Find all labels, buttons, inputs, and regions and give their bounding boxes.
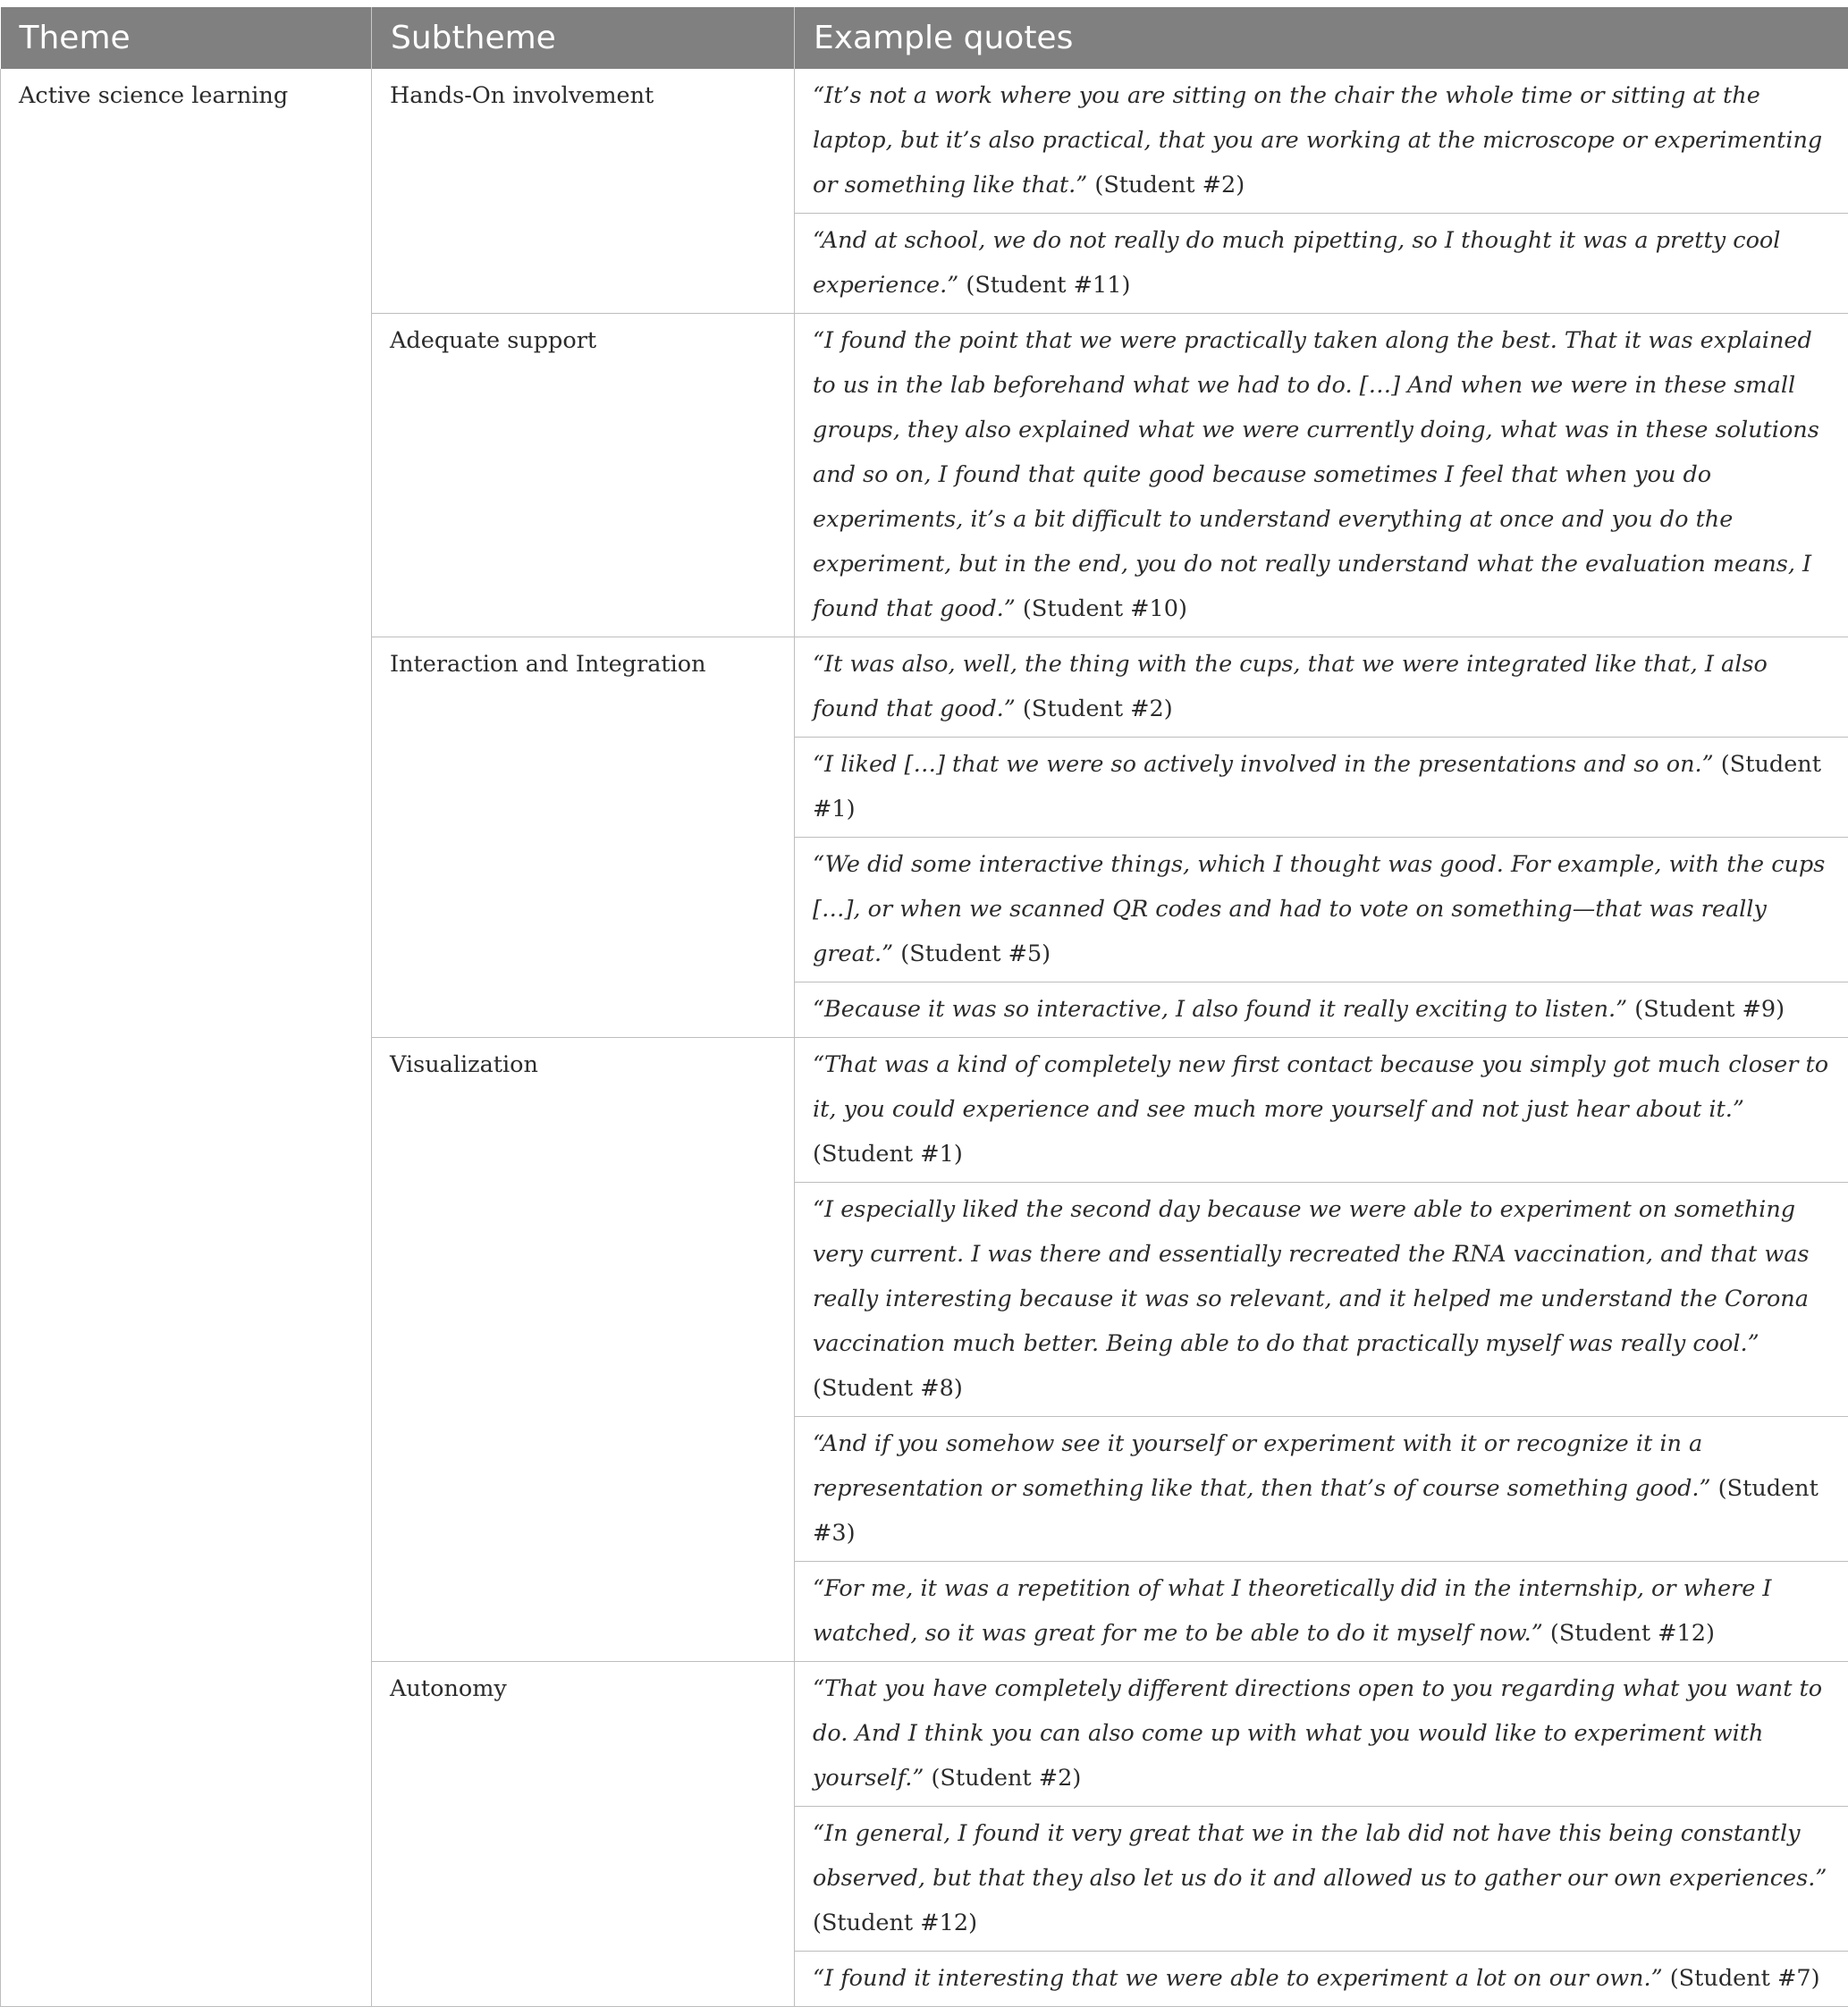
quote-cell	[795, 1807, 1848, 1952]
quote-cell	[795, 314, 1848, 637]
quote-cell	[795, 1038, 1848, 1183]
header-row	[1, 7, 1848, 69]
quote-text: “We did some interactive things, which I thought was good. For example, with the cups […], or when we scanned QR codes and had to vote on something—that was really great.”	[813, 851, 1825, 967]
quote-source: (Student #5)	[893, 940, 1051, 967]
quote-source: (Student #10)	[1016, 595, 1187, 622]
quote-cell	[795, 738, 1848, 838]
quote-text: “And at school, we do not really do much pipetting, so I thought it was a pretty cool experience.”	[813, 227, 1780, 299]
quote-text: “I especially liked the second day because we were able to experiment on something very current. I was there and essentially recreated the RNA vaccination, and that was really interesting because it was so relevant, and it helped me understand the Corona vaccination much better. Being able to do that practically myself was really cool.”	[813, 1196, 1810, 1357]
subtheme-cell: Autonomy	[372, 1662, 795, 2007]
quote-source: (Student #12)	[1543, 1620, 1715, 1647]
theme-cell: Active science learning	[1, 69, 372, 2007]
quote-source: (Student #3)	[813, 1475, 1818, 1547]
quote-cell	[795, 1952, 1848, 2007]
table-body	[1, 69, 1848, 2007]
quote-text: “That was a kind of completely new first contact because you simply got much closer to it, you could experience and see much more yourself and not just hear about it.”	[813, 1051, 1828, 1123]
quote-text: “I found it interesting that we were able to experiment a lot on our own.”	[813, 1965, 1663, 1992]
quotes-table	[0, 7, 1848, 2007]
subtheme-column-header: Subtheme	[372, 7, 795, 69]
quote-text: “In general, I found it very great that we in the lab did not have this being constantly observed, but that they also let us do it and allowed us to gather our own experiences.”	[813, 1820, 1827, 1892]
quote-text: “For me, it was a repetition of what I theoretically did in the internship, or where I watched, so it was great for me to be able to do it myself now.”	[813, 1575, 1772, 1647]
table-header	[1, 7, 1848, 69]
quote-cell	[795, 982, 1848, 1038]
quote-source: (Student #8)	[813, 1375, 963, 1402]
quote-cell	[795, 1562, 1848, 1662]
quote-source: (Student #1)	[813, 1141, 963, 1168]
quote-source: (Student #9)	[1627, 996, 1785, 1023]
quote-source: (Student #12)	[813, 1910, 977, 1936]
subtheme-cell: Interaction and Integration	[372, 637, 795, 1038]
quote-cell	[795, 214, 1848, 314]
quote-source: (Student #1)	[813, 751, 1821, 822]
quote-text: “It was also, well, the thing with the cups, that we were integrated like that, I also found that good.”	[813, 651, 1768, 722]
subtheme-cell: Visualization	[372, 1038, 795, 1662]
quote-cell	[795, 1183, 1848, 1417]
quote-source: (Student #11)	[958, 272, 1130, 299]
table-row	[1, 69, 1848, 214]
quote-cell	[795, 69, 1848, 214]
subtheme-cell: Adequate support	[372, 314, 795, 637]
quote-cell	[795, 838, 1848, 982]
quote-text: “Because it was so interactive, I also found it really exciting to listen.”	[813, 996, 1627, 1023]
quote-source: (Student #7)	[1663, 1965, 1820, 1992]
quote-source: (Student #2)	[1087, 172, 1245, 198]
quotes-column-header: Example quotes	[795, 7, 1848, 69]
quote-text: “It’s not a work where you are sitting on the chair the whole time or sitting at the laptop, but it’s also practical, that you are working at the microscope or experimenting or something like that.”	[813, 82, 1822, 198]
quote-text: “I liked […] that we were so actively involved in the presentations and so on.”	[813, 751, 1714, 778]
quote-source: (Student #2)	[1016, 696, 1173, 722]
quote-text: “And if you somehow see it yourself or experiment with it or recognize it in a representation or something like that, then that’s of course something good.”	[813, 1430, 1711, 1502]
quote-source: (Student #2)	[924, 1765, 1081, 1792]
quote-cell	[795, 1662, 1848, 1807]
quote-cell	[795, 637, 1848, 738]
theme-column-header: Theme	[1, 7, 372, 69]
quote-cell	[795, 1417, 1848, 1562]
subtheme-cell: Hands-On involvement	[372, 69, 795, 314]
quote-text: “I found the point that we were practically taken along the best. That it was explained to us in the lab beforehand what we had to do. […] And when we were in these small groups, they also explained what we were currently doing, what was in these solutions and so on, I found that quite good because sometimes I feel that when you do experiments, it’s a bit difficult to understand everything at once and you do the experiment, but in the end, you do not really understand what the evaluation means, I found that good.”	[813, 327, 1819, 622]
quote-text: “That you have completely different directions open to you regarding what you want to do. And I think you can also come up with what you would like to experiment with yourself.”	[813, 1675, 1822, 1792]
